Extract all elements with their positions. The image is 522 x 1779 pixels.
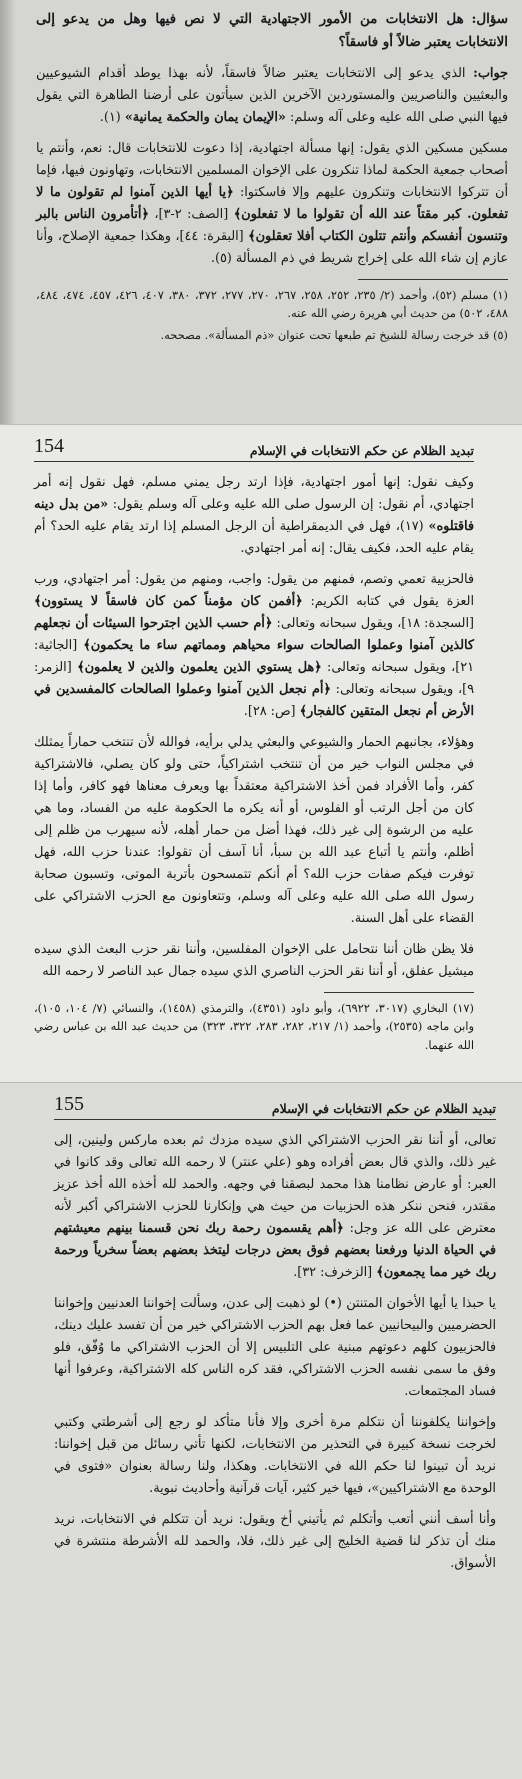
answer-label: جواب:	[473, 66, 509, 82]
running-header	[34, 435, 474, 462]
verse-reference: [ص: ٢٨].	[243, 704, 296, 719]
verse-reference: [الزمر: ٩]، ويقول سبحانه وتعالى:	[34, 660, 474, 697]
question-paragraph	[36, 8, 508, 54]
paragraph: يا حبذا يا أيها الأخوان المتنتن (•) لو ذهبت إلى عدن، وسألت إخواننا العدنيين وإخواننا الحضرميين والبيحانيين عما فعل بهم الحزب الاشتراكي خير من أن تفسد عليك دينك، فالحزبيون كلهم دعوتهم مبنية على التلبيس إلا أن الحزب الاشتراكي ما وُفّق، فلو وفق ما سمى نفسه الحزب الاشتراكي، فقد كره الناس كله الاشتراكية، وعرفوا أنها فساد المجتمعات.	[54, 1296, 496, 1399]
running-title: تبديد الظلام عن حكم الانتخابات في الإسلام	[249, 443, 474, 458]
answer-paragraph	[36, 63, 508, 129]
answer-text: الذي يدعو إلى الانتخابات يعتبر ضالاً فاسقاً، لأنه بهذا يوطد أقدام الشيوعيين والبعثيين والناصريين والمستوردين الآخرين الذين سيأتون على أرضنا الطاهرة التي يقول فيها النبي صلى الله عليه وعلى آله وسلم:	[36, 66, 508, 126]
quran-verse: ﴿أهم يقسمون رحمة ربك نحن قسمنا بينهم معيشتهم في الحياة الدنيا ورفعنا بعضهم فوق بعض درجات ليتخذ بعضهم بعضاً سخرياً ورحمة ربك خير مما يجمعون﴾	[54, 1221, 496, 1280]
paragraph	[34, 569, 474, 723]
page-scan-top	[0, 0, 522, 424]
paragraph-text: فالحزبية تعمي وتصم، فمنهم من يقول: واجب، ومنهم من يقول: أمر اجتهادي، ورب العزة يقول في كتابه الكريم:	[34, 572, 475, 609]
footnote-divider	[324, 992, 474, 993]
page-body	[0, 425, 522, 1054]
paragraph-text: تعالى، أو أننا نقر الحزب الاشتراكي الذي سيده مزدك ثم بعده ماركس ولينين، إلى غير ذلك، والذي قال بعض أفراده وهو (علي عنتر) لا رحمه الله تعالى وقد كانوا في العبر: أو عارض نظامنا هذا محمد لبصقنا في وجهه. والحمد لله أخذه الله أخذ عزيز مقتدر، فنحن ننكر هذه الحزبيات من حيث هي وإنكارنا للحزب الاشتراكي أكبر لأنه معترض على الله عز وجل:	[54, 1133, 497, 1236]
paragraph-text: فهل في الديمقراطية أن الرجل المسلم إذا ارتد يقام عليه الحد؟ أم يقام عليه الحد، فكيف يقال: إنه أمر اجتهادي.	[34, 519, 474, 556]
paragraph: وأنا أسف أنني أتعب وأتكلم ثم يأتيني أخ ويقول: نريد أن تتكلم في الانتخابات، نريد منك أن تذكر لنا قضية الخليج إلى غير ذلك، فلا، والحمد لله الأشرطة منتشرة في الأسواق.	[54, 1512, 496, 1571]
question-label: سؤال:	[471, 11, 508, 27]
verse-reference: [الزخرف: ٣٢].	[293, 1265, 373, 1280]
quran-verse: ﴿يا أيها الذين آمنوا لم تقولون ما لا تفعلون. كبر مقتاً عند الله أن تقولوا ما لا تفعلون﴾	[36, 185, 509, 223]
paragraph-text: وكيف نقول: إنها أمور اجتهادية، فإذا ارتد رجل يمني مسلم، فهل نقول إنه أمر اجتهادي، أم نقول: إن الرسول صلى الله عليه وعلى آله وسلم يقول:	[34, 475, 474, 512]
verse-reference: [الصف: ٢-٣]،	[154, 207, 229, 223]
paragraph: وهؤلاء، بجانبهم الحمار والشيوعي والبعثي يدلي برأيه، فوالله لأن تنتخب حماراً يمثلك في مجلس النواب خير من أن تنتخب اشتراكياً، حتى ولو كان يصلي، فالاشتراكية كفر، وأما الأفراد فمن أخذ الاشتراكية معتقداً بها ويعرف معناها فهو كافر، وأما إذا كان من أجل الرتب أو الفلوس، أو أنه يكره ما الحكومة عليه من الفساد، وما هي عليه من الرشوة إلى غير ذلك، فهذا أضل من حمار أهله، لأنه سيهرب من ظلم إلى أظلم، وأنتم يا أتباع عبد الله بن سبأ، أنا آسف أن تقولوا: عندنا حزب الله، فهل توفرت فيكم صفات حزب الله؟ أم أنكم تتمسحون بأتربة الموتى، وتسبون صحابة رسول الله صلى الله عليه وعلى آله وسلم، وتتعاونون مع الحزب الاشتراكي على القضاء على أهل السنة.	[34, 735, 474, 926]
paragraph	[34, 472, 474, 560]
spine-shadow	[0, 0, 16, 424]
quran-verse: ﴿أم حسب الذين اجترحوا السيئات أن نجعلهم كالذين آمنوا وعملوا الصالحات سواء محياهم ومماتهم ساء ما يحكمون﴾	[34, 616, 474, 653]
footnote: (٥) قد خرجت رسالة للشيخ تم طبعها تحت عنوان «ذم المسألة». مصححه.	[160, 327, 508, 342]
footnote-divider	[358, 279, 508, 280]
footnote: (١٧) البخاري (٣٠١٧، ٦٩٢٢)، وأبو داود (٤٣٥١)، والترمذي (١٤٥٨)، والنسائي (٧/ ١٠٤، ١٠٥)، وابن ماجه (٢٥٣٥)، وأحمد (١/ ٢١٧، ٢٨٢، ٢٨٣، ٣٢٢، ٣٢٣) من حديث عبد الله بن عباس رضي الله عنهما.	[34, 1001, 474, 1052]
quran-verse: ﴿أتأمرون الناس بالبر وتنسون أنفسكم وأنتم تتلون الكتاب أفلا تعقلون﴾	[36, 207, 508, 245]
running-title: تبديد الظلام عن حكم الانتخابات في الإسلام	[271, 1101, 496, 1116]
footnote: (١) مسلم (٥٢)، وأحمد (٢/ ٢٣٥، ٢٥٢، ٢٥٨، ٢٦٧، ٢٧٠، ٢٧٧، ٣٧٢، ٣٨٠، ٤٠٧، ٤٢٦، ٤٥٧، ٤٧٤، ٤٨٤، ٤٨٨، ٥٠٢) من حديث أبي هريرة رضي الله عنه.	[36, 288, 508, 321]
quran-verse: ﴿أفمن كان مؤمناً كمن كان فاسقاً لا يستوون﴾	[34, 594, 303, 609]
paragraph-text: مسكين مسكين الذي يقول: إنها مسألة اجتهادية، إذا دعوت للانتخابات قال: نعم، وأنتم يا أصحاب جمعية الحكمة لماذا تنكرون على الإخوان المسلمين الانتخابات، وتهاونون فيها، فإما أن تتركوا الانتخابات وتنكرون عليهم وإلا فاسكتوا:	[36, 141, 509, 201]
footnote-ref: (١).	[99, 110, 121, 126]
page-body	[0, 0, 522, 344]
quran-verse: ﴿أم نجعل الذين آمنوا وعملوا الصالحات كالمفسدين في الأرض أم نجعل المتقين كالفجار﴾	[34, 682, 474, 719]
running-header	[54, 1093, 496, 1120]
page-number: 154	[34, 435, 64, 457]
paragraph	[54, 1130, 496, 1284]
verse-reference: [البقرة: ٤٤]، وهكذا جمعية الإصلاح، وأنا عازم إن شاء الله على إخراج شريط في ذم المسألة (٥).	[36, 229, 508, 267]
page-body	[0, 1083, 522, 1575]
paragraph: وإخواننا يكلفوننا أن نتكلم مرة أخرى وإلا فأنا متأكد لو رجع إلى أشرطتي وكتبي لخرجت نسخة كبيرة في التحذير من الانتخابات، لكنها تأتي رسائل من قبل إخواننا: نريد أن تبينوا لنا حكم الله في الانتخابات. وهكذا، ولنا رسالة بعنوان «فتوى في الوحدة مع الاشتراكيين»، فيها خير كثير، آيات قرآنية وأحاديث نبوية.	[54, 1415, 496, 1496]
verse-reference: [السجدة: ١٨]، ويقول سبحانه وتعالى:	[276, 616, 474, 631]
paragraph: فلا يظن ظان أننا نتحامل على الإخوان المفلسين، وأننا نقر حزب البعث الذي سيده ميشيل عفلق، أو أننا نقر الحزب الناصري الذي سيده جمال عبد الناصر لا رحمه الله	[34, 942, 474, 979]
footnote-ref: (١٧)،	[395, 519, 424, 534]
page-number: 155	[54, 1093, 84, 1115]
question-text: هل الانتخابات من الأمور الاجتهادية التي لا نص فيها وهل من يدعو إلى الانتخابات يعتبر ضالاً أو فاسقاً؟	[36, 11, 508, 51]
page-scan-155	[0, 1082, 522, 1779]
hadith-quote: «الإيمان يمان والحكمة يمانية»	[124, 110, 286, 126]
verse-reference: [الجاثية: ٢١]، ويقول سبحانه وتعالى:	[34, 638, 474, 675]
paragraph	[36, 138, 508, 270]
hadith-quote: «من بدل دينه فاقتلوه»	[34, 497, 474, 534]
quran-verse: ﴿هل يستوي الذين يعلمون والذين لا يعلمون﴾	[77, 660, 322, 675]
page-scan-154	[0, 424, 522, 1083]
